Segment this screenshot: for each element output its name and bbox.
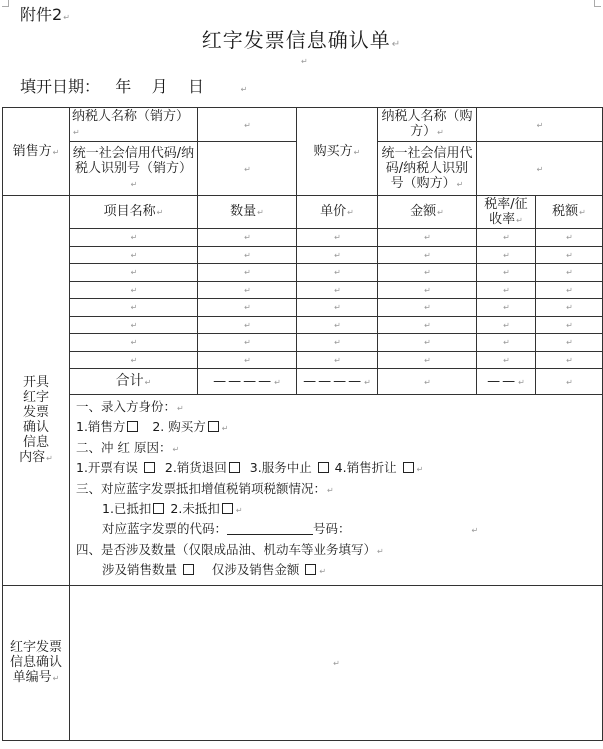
date-day-label: 日 (188, 77, 205, 96)
seller-label-cell: 销售方↵ (3, 108, 70, 196)
amount-cell[interactable]: ↵ (378, 316, 477, 334)
quantity-involved-heading: 四、是否涉及数量（仅限成品油、机动车等业务填写）↵ (76, 541, 384, 557)
unit-price-cell[interactable]: ↵ (297, 351, 378, 369)
seller-name-label: 纳税人名称（销方）↵ (70, 108, 198, 142)
checkbox-sales-quantity[interactable] (183, 564, 194, 575)
tax-amount-cell[interactable]: ↵ (536, 264, 603, 282)
page-corner-mark (2, 0, 9, 7)
notes-section (70, 395, 603, 586)
buyer-id-field[interactable]: ↵ (477, 142, 603, 196)
table-row (3, 264, 603, 282)
unit-price-cell[interactable]: ↵ (297, 334, 378, 352)
amount-cell[interactable]: ↵ (378, 281, 477, 299)
column-header-tax-rate: 税率/征收率↵ (477, 196, 536, 229)
table-row (3, 246, 603, 264)
tax-amount-cell[interactable]: ↵ (536, 299, 603, 317)
seller-id-field[interactable]: ↵ (198, 142, 297, 196)
table-row (3, 229, 603, 247)
reversal-reason-options: 1.开票有误 2.销货退回 3.服务中止 4.销售折让 ↵ (76, 460, 424, 476)
confirmation-number-label: 红字发票信息确认单编号↵ (3, 585, 70, 740)
item-name-cell[interactable]: ↵ (70, 351, 198, 369)
tax-rate-cell[interactable]: ↵ (477, 351, 536, 369)
quantity-cell[interactable]: ↵ (198, 246, 297, 264)
checkbox-goods-returned[interactable] (229, 462, 240, 473)
blue-invoice-code-field[interactable] (227, 522, 313, 535)
tax-rate-cell[interactable]: ↵ (477, 281, 536, 299)
item-name-cell[interactable]: ↵ (70, 246, 198, 264)
checkbox-sales-amount-only[interactable] (305, 564, 316, 575)
confirmation-number-field[interactable]: ↵ (70, 585, 603, 740)
item-name-cell[interactable]: ↵ (70, 299, 198, 317)
tax-rate-cell[interactable]: ↵ (477, 246, 536, 264)
tax-rate-cell[interactable]: ↵ (477, 334, 536, 352)
table-row (3, 316, 603, 334)
item-name-cell[interactable]: ↵ (70, 334, 198, 352)
table-row (3, 299, 603, 317)
checkbox-buyer[interactable] (208, 421, 219, 432)
total-tax-amount-cell[interactable]: ↵ (536, 369, 603, 395)
column-header-quantity: 数量↵ (198, 196, 297, 229)
buyer-name-label: 纳税人名称（购方）↵ (378, 108, 477, 142)
unit-price-cell[interactable]: ↵ (297, 246, 378, 264)
paragraph-mark: ↵ (301, 57, 308, 66)
total-tax-rate-cell: ——↵ (477, 369, 536, 395)
checkbox-deducted[interactable] (153, 503, 164, 514)
tax-rate-cell[interactable]: ↵ (477, 316, 536, 334)
total-quantity-cell: ————↵ (198, 369, 297, 395)
seller-name-field[interactable]: ↵ (198, 108, 297, 142)
checkbox-service-terminated[interactable] (318, 462, 329, 473)
amount-cell[interactable]: ↵ (378, 334, 477, 352)
amount-cell[interactable]: ↵ (378, 246, 477, 264)
quantity-cell[interactable]: ↵ (198, 229, 297, 247)
column-header-unit-price: 单价↵ (297, 196, 378, 229)
column-header-amount: 金额↵ (378, 196, 477, 229)
quantity-cell[interactable]: ↵ (198, 264, 297, 282)
red-invoice-confirmation-table (2, 107, 603, 741)
amount-cell[interactable]: ↵ (378, 299, 477, 317)
unit-price-cell[interactable]: ↵ (297, 316, 378, 334)
quantity-cell[interactable]: ↵ (198, 351, 297, 369)
checkbox-seller[interactable] (127, 421, 138, 432)
item-name-cell[interactable]: ↵ (70, 281, 198, 299)
unit-price-cell[interactable]: ↵ (297, 264, 378, 282)
column-header-item-name: 项目名称↵ (70, 196, 198, 229)
seller-id-label: 统一社会信用代码/纳税人识别号（销方）↵ (70, 142, 198, 196)
item-name-cell[interactable]: ↵ (70, 316, 198, 334)
item-name-cell[interactable]: ↵ (70, 229, 198, 247)
table-row (3, 334, 603, 352)
deduction-status-heading: 三、对应蓝字发票抵扣增值税销项税额情况：↵ (76, 480, 334, 496)
quantity-cell[interactable]: ↵ (198, 281, 297, 299)
item-name-cell[interactable]: ↵ (70, 264, 198, 282)
date-month-label: 月 (151, 77, 168, 96)
document-title: 红字发票信息确认单↵ (201, 28, 402, 52)
quantity-cell[interactable]: ↵ (198, 299, 297, 317)
tax-amount-cell[interactable]: ↵ (536, 281, 603, 299)
blue-invoice-code-line: 对应蓝字发票的代码： 号码： ↵ (102, 521, 479, 537)
content-section-label: 开具红字发票确认信息内容↵ (3, 196, 70, 586)
entry-party-options: 1.销售方 2. 购买方 ↵ (76, 419, 229, 435)
checkbox-sales-discount[interactable] (403, 462, 414, 473)
unit-price-cell[interactable]: ↵ (297, 299, 378, 317)
amount-cell[interactable]: ↵ (378, 229, 477, 247)
tax-rate-cell[interactable]: ↵ (477, 229, 536, 247)
tax-amount-cell[interactable]: ↵ (536, 246, 603, 264)
quantity-cell[interactable]: ↵ (198, 334, 297, 352)
total-label: 合计↵ (70, 369, 198, 395)
unit-price-cell[interactable]: ↵ (297, 281, 378, 299)
total-amount-cell[interactable]: ↵ (378, 369, 477, 395)
tax-amount-cell[interactable]: ↵ (536, 316, 603, 334)
checkbox-invoice-error[interactable] (144, 462, 155, 473)
date-year-label: 年 (115, 77, 132, 96)
tax-amount-cell[interactable]: ↵ (536, 334, 603, 352)
table-row (3, 281, 603, 299)
unit-price-cell[interactable]: ↵ (297, 229, 378, 247)
buyer-id-label: 统一社会信用代码/纳税人识别号（购方）↵ (378, 142, 477, 196)
reversal-reason-heading: 二、冲 红 原因：↵ (76, 439, 180, 455)
table-row (3, 351, 603, 369)
buyer-label-cell: 购买方↵ (297, 108, 378, 196)
amount-cell[interactable]: ↵ (378, 351, 477, 369)
tax-rate-cell[interactable]: ↵ (477, 299, 536, 317)
quantity-cell[interactable]: ↵ (198, 316, 297, 334)
total-row (3, 369, 603, 395)
amount-cell[interactable]: ↵ (378, 264, 477, 282)
tax-amount-cell[interactable]: ↵ (536, 351, 603, 369)
checkbox-not-deducted[interactable] (222, 503, 233, 514)
total-unit-price-cell: ————↵ (297, 369, 378, 395)
fill-date-line: 填开日期： 年 月 日 ↵ (20, 77, 248, 96)
tax-rate-cell[interactable]: ↵ (477, 264, 536, 282)
quantity-involved-options: 涉及销售数量 仅涉及销售金额 ↵ (102, 562, 327, 578)
tax-amount-cell[interactable]: ↵ (536, 229, 603, 247)
entry-party-heading: 一、录入方身份：↵ (76, 399, 184, 414)
attachment-label: 附件2↵ (20, 5, 70, 24)
buyer-name-field[interactable]: ↵ (477, 108, 603, 142)
page-corner-mark (594, 0, 601, 7)
deduction-status-options: 1.已抵扣 2.未抵扣 ↵ (102, 501, 243, 517)
column-header-tax-amount: 税额↵ (536, 196, 603, 229)
fill-date-label: 填开日期： (20, 77, 101, 96)
